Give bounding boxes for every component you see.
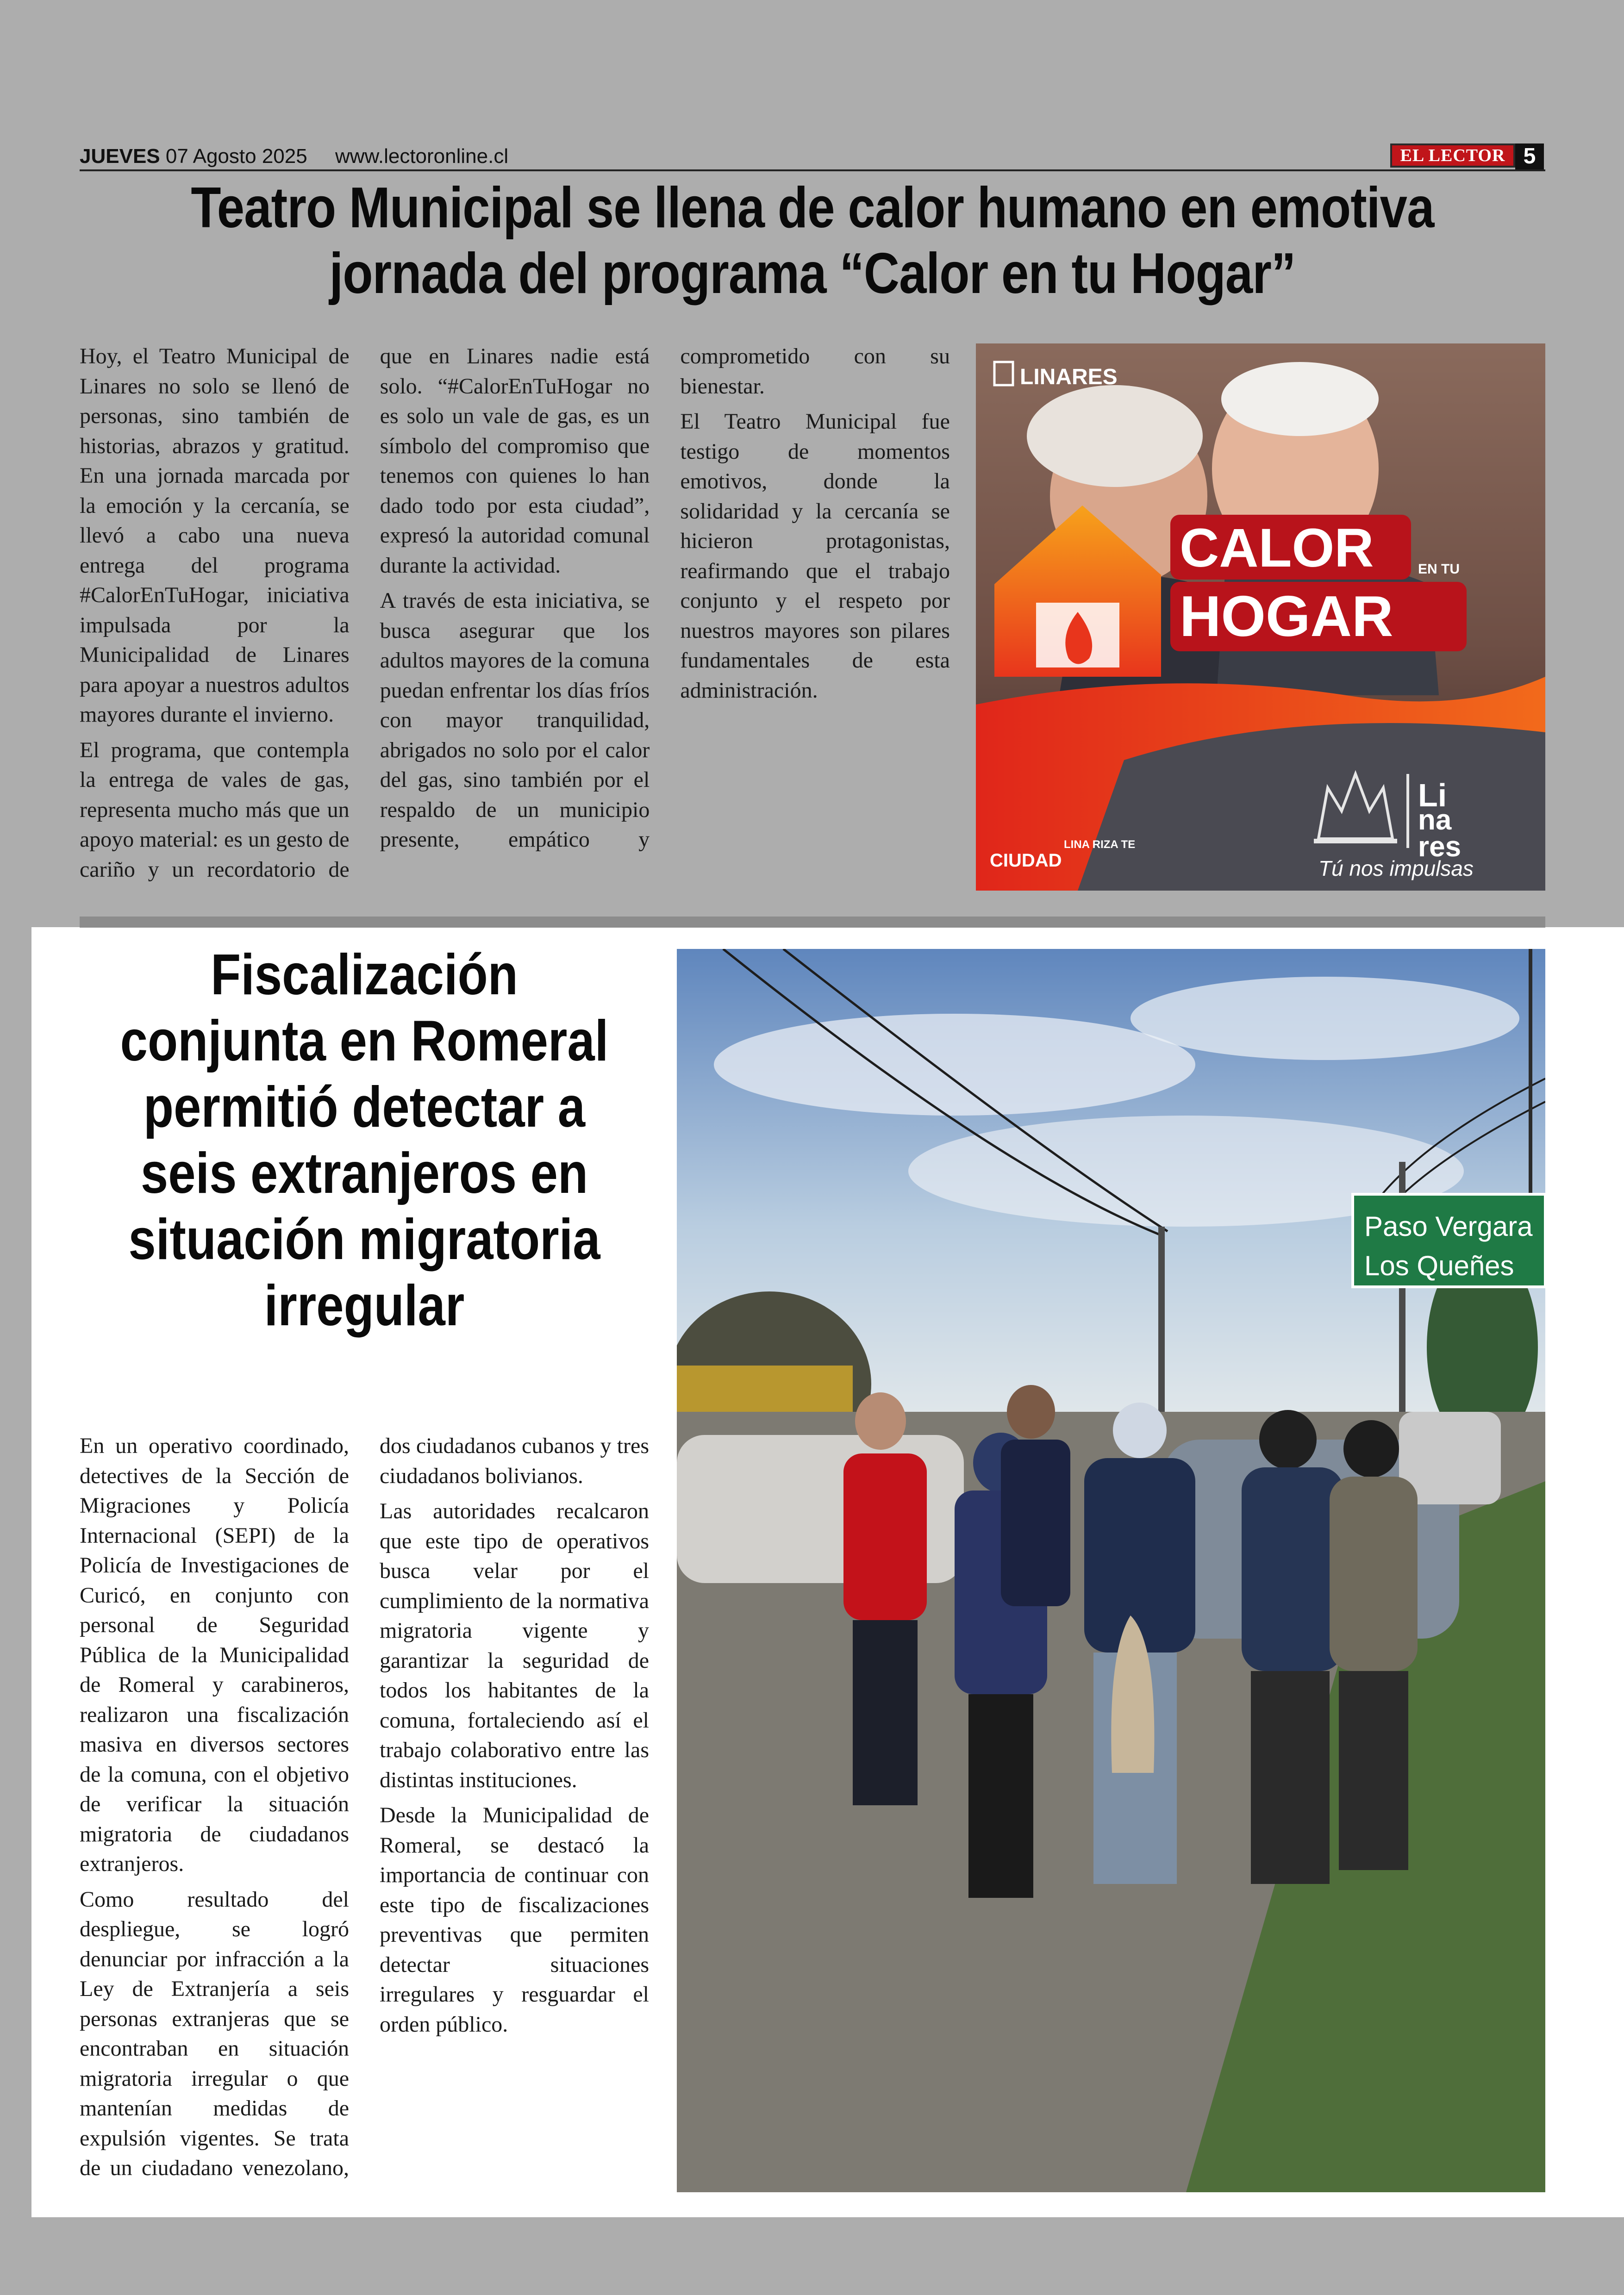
header-day: JUEVES bbox=[80, 145, 160, 168]
header-url[interactable]: www.lectoronline.cl bbox=[335, 145, 509, 168]
calor-en-tu-hogar-photo bbox=[976, 343, 1545, 891]
article2-paragraph: Como resultado del despliegue, se logró denunciar por infracción a la Ley de Extranjería a seis personas extranjeras que se encontraban en situación migratoria irregular o que mantenían medidas de expulsión vigentes. Se trata de un ciudadano venezolano, dos ciudadanos cubanos y tres ciudadanos bolivianos. bbox=[80, 1434, 649, 2180]
article1-paragraph: Hoy, el Teatro Municipal de Linares no solo se llenó de personas, sino también de historias, abrazos y gratitud. En una jornada marcada por la emoción y la cercanía, se llevó a cabo una nueva entrega del programa #CalorEnTuHogar, iniciativa impulsada por la Municipalidad de Linares para apoyar a nuestros adultos mayores durante el invierno. bbox=[80, 344, 350, 727]
image-slogan: Tú nos impulsas bbox=[1318, 856, 1474, 880]
calor-en-tu-hogar-illustration bbox=[976, 343, 1545, 891]
article2-paragraph: Las autoridades recalcaron que este tipo de operativos busca velar por el cumplimiento de la normativa migratoria vigente y garantizar la seguridad de todos los habitantes de la comuna, fortaleciendo así el trabajo colaborativo entre las distintas instituciones. bbox=[380, 1499, 649, 1792]
image-brand-top: LINARES bbox=[1020, 365, 1118, 389]
page-number: 5 bbox=[1515, 143, 1544, 169]
image-hogar: HOGAR bbox=[1180, 585, 1393, 649]
article1-paragraph: A través de esta iniciativa, se busca asegurar que los adultos mayores de la comuna puedan enfrentar los días fríos con mayor tranquilidad, abrigados no solo por el calor del gas, sino también por el respaldo de un municipio presente, empático y comprometido con su bienestar. bbox=[380, 344, 950, 852]
section-divider bbox=[80, 917, 1545, 928]
image-calor: CALOR bbox=[1180, 518, 1374, 579]
article1-paragraph: El Teatro Municipal fue testigo de momentos emotivos, donde la solidaridad y la cercanía se hicieron protagonistas, reafirmando que el trabajo conjunto y el respeto por nuestros mayores son pilares fundamentales de esta administración. bbox=[680, 409, 950, 703]
header-rule bbox=[80, 169, 1545, 171]
image-brand-na: na bbox=[1418, 804, 1452, 836]
image-brand-li: Li bbox=[1418, 777, 1447, 813]
article2-headline: Fiscalización conjunta en Romeral permitió detectar a seis extranjeros en situación migratoria irregular bbox=[120, 943, 609, 1338]
article2-body bbox=[80, 1431, 649, 2195]
page-header bbox=[80, 143, 1545, 170]
road-sign-line1: Paso Vergara bbox=[1364, 1211, 1533, 1242]
image-linariza: LINA RIZA TE bbox=[1064, 838, 1136, 851]
article2-paragraph: Desde la Municipalidad de Romeral, se destacó la importancia de continuar con este tipo de fiscalizaciones preventivas que permiten detectar situaciones irregulares y resguardar el orden público. bbox=[380, 1803, 649, 2037]
romeral-operation-photo bbox=[677, 949, 1545, 2192]
article2-paragraph: En un operativo coordinado, detectives de la Sección de Migraciones y Policía Internacional (SEPI) de la Policía de Investigaciones de Curicó, en conjunto con personal de Seguridad Pública de la Municipalidad de Romeral y carabineros, realizaron una fiscalización masiva en diversos sectores de la comuna, con el objetivo de verificar la situación migratoria de ciudadanos extranjeros. bbox=[80, 1434, 349, 1876]
article1-paragraph: El programa, que contempla la entrega de vales de gas, representa mucho más que un apoyo material: es un gesto de cariño y un recordatorio de que en Linares nadie está solo. “#CalorEnTuHogar no es solo un vale de gas, es un símbolo del compromiso que tenemos con quienes lo han dado todo por esta ciudad”, expresó la autoridad comunal durante la actividad. bbox=[80, 344, 650, 882]
road-sign-line2: Los Queñes bbox=[1364, 1250, 1514, 1281]
header-dateline bbox=[80, 143, 508, 170]
romeral-street-scene bbox=[677, 949, 1545, 2192]
article1-body bbox=[80, 342, 950, 888]
image-brand-res: res bbox=[1418, 831, 1462, 863]
article1-headline: Teatro Municipal se llena de calor humano en emotiva jornada del programa “Calor en tu Hogar” bbox=[191, 176, 1434, 306]
road-sign bbox=[1353, 1194, 1545, 1287]
header-date: 07 Agosto 2025 bbox=[165, 145, 307, 168]
image-ciudad: CIUDAD bbox=[990, 850, 1062, 871]
image-en-tu: EN TU bbox=[1418, 561, 1460, 577]
newspaper-logo: EL LECTOR bbox=[1390, 143, 1515, 168]
